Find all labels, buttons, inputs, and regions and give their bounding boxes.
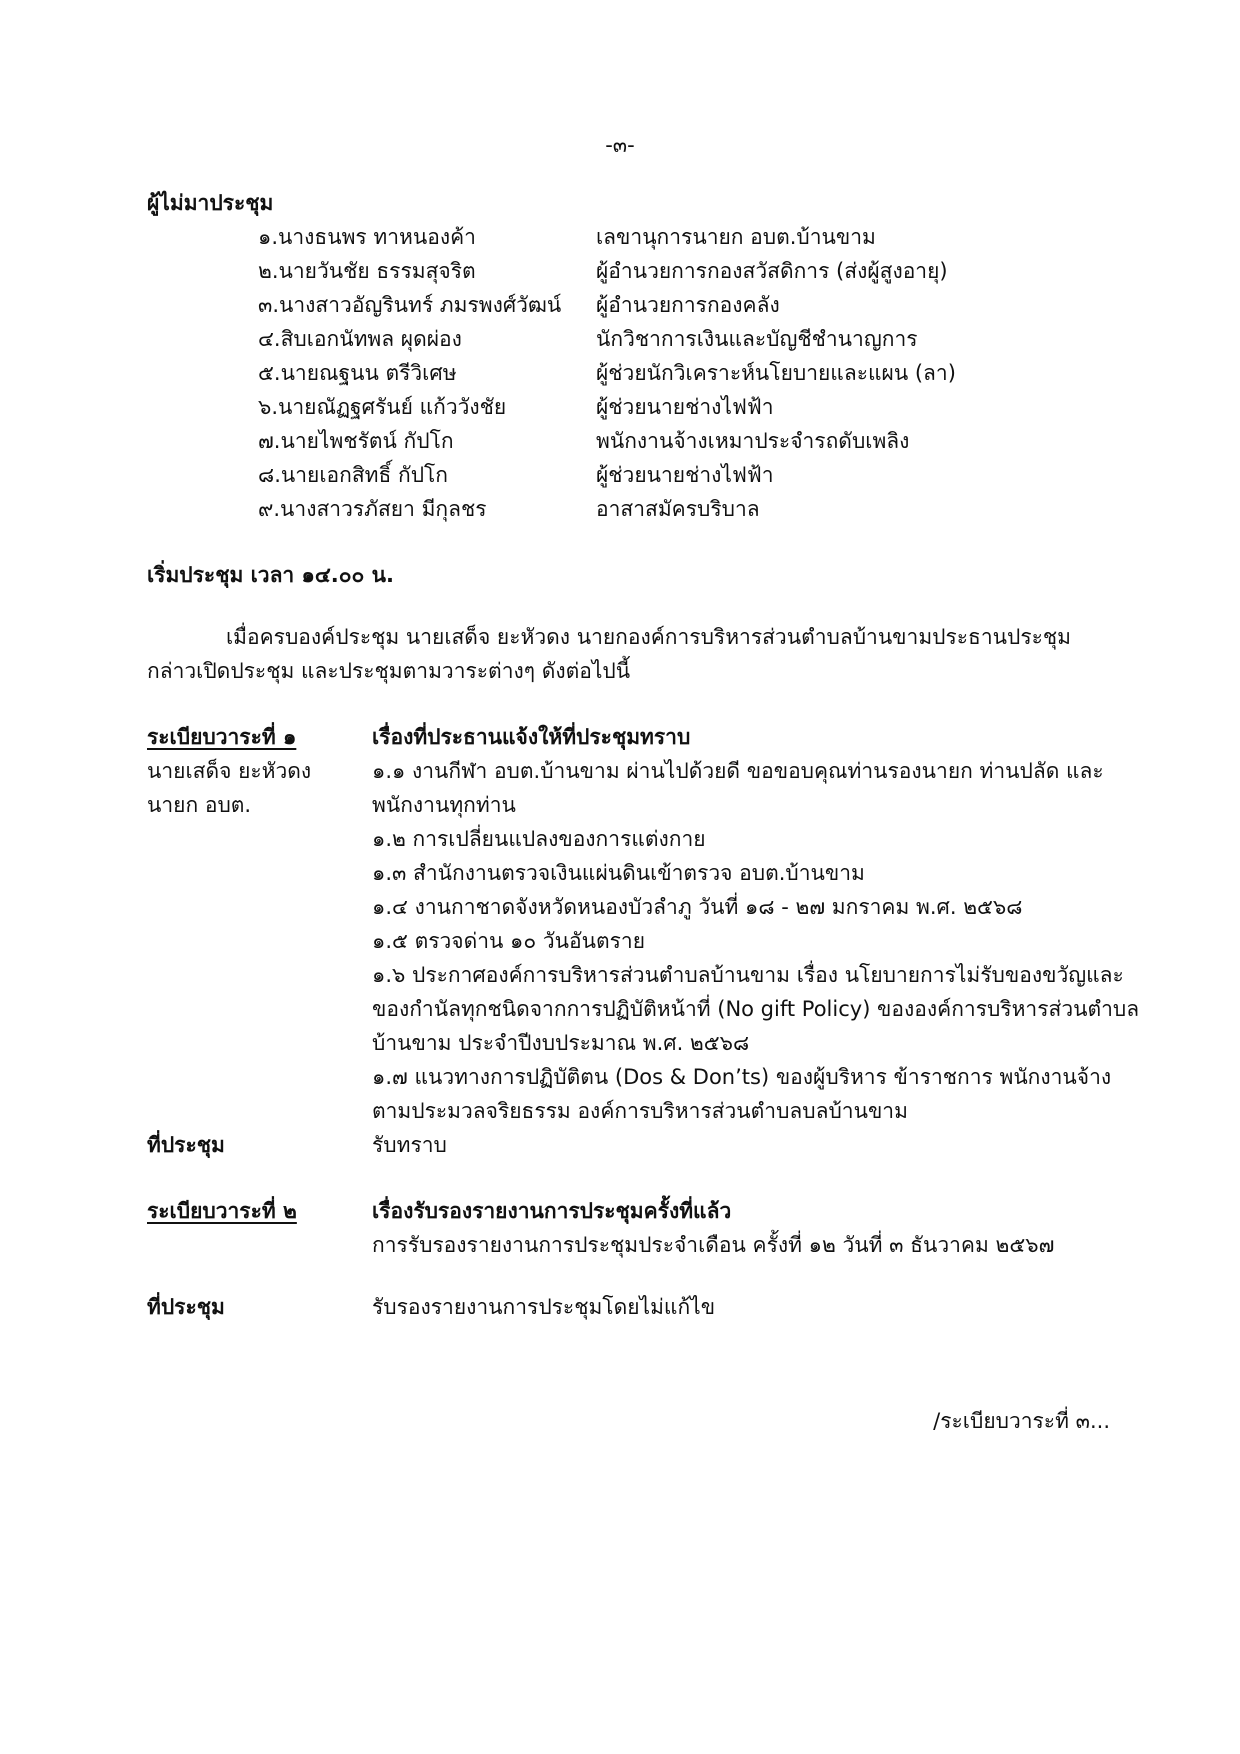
opening-paragraph-line: เมื่อครบองค์ประชุม นายเสด็จ ยะหัวดง นายกองค์การบริหารส่วนตำบลบ้านขามประธานประชุม (226, 625, 1072, 649)
opening-paragraph-line: กล่าวเปิดประชุม และประชุมตามวาระต่างๆ ดังต่อไปนี้ (147, 659, 631, 683)
absent-position: เลขานุการนายก อบต.บ้านขาม (596, 225, 876, 249)
agenda2-detail: การรับรองรายงานการประชุมประจำเดือน ครั้งที่ ๑๒ วันที่ ๓ ธันวาคม ๒๕๖๗ (372, 1233, 1055, 1257)
agenda1-item-line: ๑.๖ ประกาศองค์การบริหารส่วนตำบลบ้านขาม เรื่อง นโยบายการไม่รับของขวัญและ (372, 963, 1124, 987)
agenda1-speaker-title: นายก อบต. (147, 793, 252, 817)
absent-name: ๓.นางสาวอัญรินทร์ ภมรพงศ์วัฒน์ (258, 293, 562, 317)
absent-name: ๒.นายวันชัย ธรรมสุจริต (258, 259, 476, 283)
absent-position: นักวิชาการเงินและบัญชีชำนาญการ (596, 327, 918, 351)
start-time: เริ่มประชุม เวลา ๑๔.๐๐ น. (147, 563, 395, 587)
absent-position: ผู้ช่วยนักวิเคราะห์นโยบายและแผน (ลา) (596, 361, 956, 385)
agenda1-title: เรื่องที่ประธานแจ้งให้ที่ประชุมทราบ (372, 725, 691, 749)
agenda1-resolution: รับทราบ (372, 1133, 447, 1157)
agenda2-label: ระเบียบวาระที่ ๒ (147, 1199, 297, 1223)
absent-position: พนักงานจ้างเหมาประจำรถดับเพลิง (596, 429, 910, 453)
agenda2-resolution: รับรองรายงานการประชุมโดยไม่แก้ไข (372, 1295, 716, 1319)
agenda2-meeting-label: ที่ประชุม (147, 1295, 225, 1319)
agenda1-item-line: ของกำนัลทุกชนิดจากการปฏิบัติหน้าที่ (No gift Policy) ขององค์การบริหารส่วนตำบล (372, 997, 1140, 1021)
absent-name: ๗.นายไพชรัตน์ กัปโก (258, 429, 454, 453)
absent-name: ๖.นายณัฏฐศรันย์ แก้ววังชัย (258, 395, 507, 419)
agenda1-item-line: ๑.๗ แนวทางการปฏิบัติตน (Dos & Don’ts) ของผู้บริหาร ข้าราชการ พนักงานจ้าง (372, 1065, 1112, 1089)
absent-position: ผู้ช่วยนายช่างไฟฟ้า (596, 463, 774, 487)
agenda1-item-line: ๑.๕ ตรวจด่าน ๑๐ วันอันตราย (372, 929, 645, 953)
agenda1-item-line: พนักงานทุกท่าน (372, 793, 516, 817)
agenda1-meeting-label: ที่ประชุม (147, 1133, 225, 1157)
absent-position: อาสาสมัครบริบาล (596, 497, 760, 521)
agenda1-item-line: ตามประมวลจริยธรรม องค์การบริหารส่วนตำบลบลบ้านขาม (372, 1099, 908, 1123)
absent-position: ผู้ช่วยนายช่างไฟฟ้า (596, 395, 774, 419)
absent-heading: ผู้ไม่มาประชุม (147, 191, 274, 215)
absent-name: ๑.นางธนพร ทาหนองค้า (258, 225, 476, 249)
agenda1-label: ระเบียบวาระที่ ๑ (147, 725, 297, 749)
absent-name: ๔.สิบเอกนัทพล ผุดผ่อง (258, 327, 462, 351)
absent-position: ผู้อำนวยการกองสวัสดิการ (ส่งผู้สูงอายุ) (596, 259, 948, 283)
footer-next-agenda: /ระเบียบวาระที่ ๓... (933, 1409, 1110, 1433)
absent-name: ๙.นางสาวรภัสยา มีกุลชร (258, 497, 487, 521)
absent-position: ผู้อำนวยการกองคลัง (596, 293, 780, 317)
agenda1-item-line: บ้านขาม ประจำปีงบประมาณ พ.ศ. ๒๕๖๘ (372, 1031, 750, 1055)
agenda2-title: เรื่องรับรองรายงานการประชุมครั้งที่แล้ว (372, 1199, 732, 1223)
agenda1-item-line: ๑.๒ การเปลี่ยนแปลงของการแต่งกาย (372, 827, 706, 851)
page-number: -๓- (605, 133, 635, 157)
agenda1-speaker-name: นายเสด็จ ยะหัวดง (147, 759, 312, 783)
absent-name: ๕.นายณฐนน ตรีวิเศษ (258, 361, 457, 385)
absent-name: ๘.นายเอกสิทธิ์ กัปโก (258, 463, 449, 487)
agenda1-item-line: ๑.๑ งานกีฬา อบต.บ้านขาม ผ่านไปด้วยดี ขอขอบคุณท่านรองนายก ท่านปลัด และ (372, 759, 1104, 783)
agenda1-item-line: ๑.๓ สำนักงานตรวจเงินแผ่นดินเข้าตรวจ อบต.บ้านขาม (372, 861, 865, 885)
agenda1-item-line: ๑.๔ งานกาชาดจังหวัดหนองบัวลำภู วันที่ ๑๘ - ๒๗ มกราคม พ.ศ. ๒๕๖๘ (372, 895, 1023, 919)
